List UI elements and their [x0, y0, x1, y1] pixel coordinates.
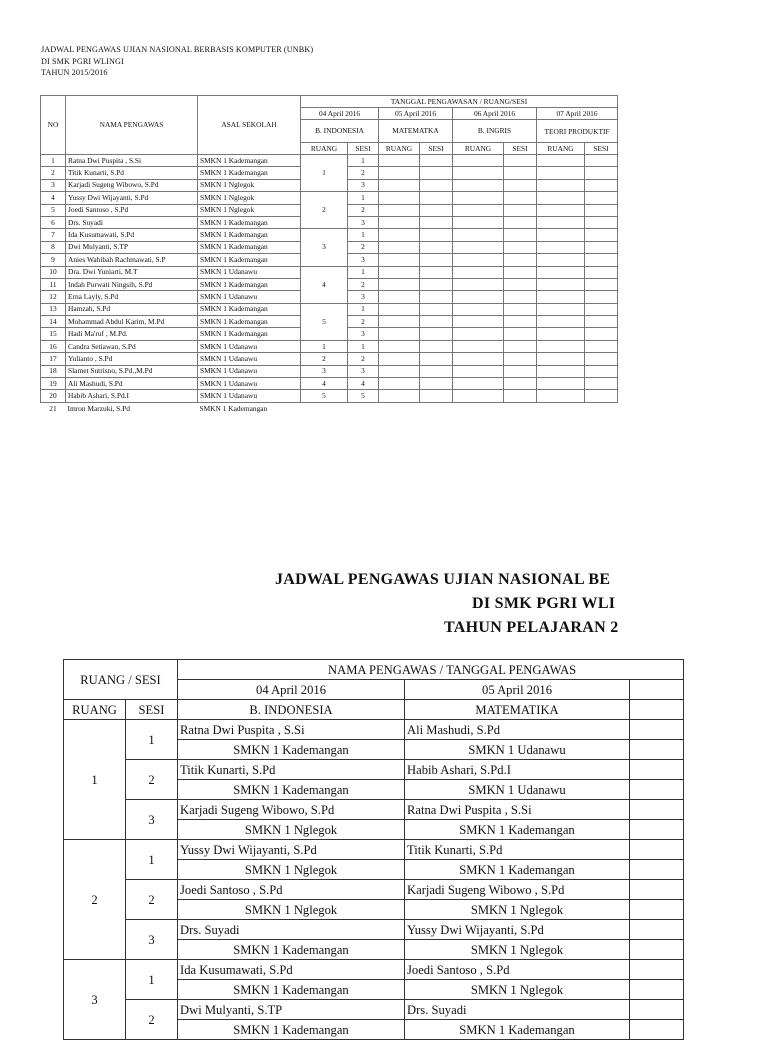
- row-name: Ratna Dwi Puspita , S.Si: [66, 155, 198, 167]
- supervisor-school: SMKN 1 Kademangan: [405, 860, 630, 880]
- row-sesi: 2: [348, 353, 379, 365]
- row-name: Erna Layly, S.Pd: [66, 291, 198, 303]
- supervisor-school: SMKN 1 Nglegok: [405, 980, 630, 1000]
- supervisor-name: Dwi Mulyanti, S.TP: [178, 1000, 405, 1020]
- supervisor-school: SMKN 1 Kademangan: [178, 940, 405, 960]
- row-no: 17: [41, 353, 66, 365]
- supervisor-school: SMKN 1 Nglegok: [178, 900, 405, 920]
- row-no: 11: [41, 278, 66, 290]
- supervisor-name: Joedi Santoso , S.Pd: [405, 960, 630, 980]
- big-title-line1: JADWAL PENGAWAS UJIAN NASIONAL BE: [275, 571, 611, 588]
- date-header: 07 April 2016: [537, 108, 618, 120]
- supervisor-name: Drs. Suyadi: [178, 920, 405, 940]
- row-school: SMKN 1 Kademangan: [198, 216, 301, 228]
- cut-cell: [630, 940, 684, 960]
- subject-header: B. INGRIS: [453, 120, 537, 143]
- row-sesi: 2: [348, 316, 379, 328]
- row-school: SMKN 1 Udanawu: [198, 266, 301, 278]
- slot-row: [64, 840, 684, 860]
- supervisor-name: Karjadi Sugeng Wibowo, S.Pd: [178, 800, 405, 820]
- cut-cell: [630, 900, 684, 920]
- sesi-header: SESI: [504, 143, 537, 155]
- supervisor-school: SMKN 1 Nglegok: [405, 940, 630, 960]
- cut-cell: [630, 860, 684, 880]
- row-name: Yulianto , S.Pd: [66, 353, 198, 365]
- row-sesi: 1: [348, 229, 379, 241]
- row-ruang: 2: [301, 353, 348, 365]
- supervisor-school: SMKN 1 Kademangan: [405, 1020, 630, 1040]
- row-sesi: 3: [348, 216, 379, 228]
- big-date-header: 04 April 2016: [178, 680, 405, 700]
- sesi-cell: 2: [126, 760, 178, 800]
- cut-cell: [630, 920, 684, 940]
- row-name: Titik Kunarti, S.Pd: [66, 167, 198, 179]
- sesi-cell: 1: [126, 720, 178, 760]
- row-no: 8: [41, 241, 66, 253]
- row-school: SMKN 1 Udanawu: [198, 291, 301, 303]
- big-date-header: 05 April 2016: [405, 680, 630, 700]
- sesi-cell: 3: [126, 920, 178, 960]
- row-school: SMKN 1 Kademangan: [198, 328, 301, 340]
- slot-row: [64, 920, 684, 940]
- row-no: 4: [41, 192, 66, 204]
- schedule-table-large-body: [64, 720, 684, 1040]
- sesi-cell: 2: [126, 880, 178, 920]
- col-no-header: NO: [41, 96, 66, 155]
- supervisor-school: SMKN 1 Udanawu: [405, 780, 630, 800]
- row-name: Ali Mashudi, S.Pd: [66, 378, 198, 390]
- row-school: SMKN 1 Udanawu: [198, 390, 301, 402]
- row-name: Imron Marzuki, S.Pd: [67, 403, 130, 413]
- big-date-header-cut: [630, 680, 684, 700]
- row-sesi: 3: [348, 179, 379, 191]
- row-ruang: 2: [301, 192, 348, 229]
- row-school: SMKN 1 Kademangan: [198, 155, 301, 167]
- header-title: JADWAL PENGAWAS UJIAN NASIONAL BERBASIS KOMPUTER (UNBK): [41, 45, 314, 54]
- supervisor-name: Karjadi Sugeng Wibowo , S.Pd: [405, 880, 630, 900]
- cut-cell: [630, 820, 684, 840]
- date-group-header: TANGGAL PENGAWASAN / RUANG/SESI: [301, 96, 618, 108]
- row-ruang: 4: [301, 266, 348, 303]
- big-subject-header-cut: [630, 700, 684, 720]
- row-no: 5: [41, 204, 66, 216]
- row-name: Dra. Dwi Yuniarti, M.T: [66, 266, 198, 278]
- cut-cell: [630, 1020, 684, 1040]
- supervisor-name: Ratna Dwi Puspita , S.Si: [178, 720, 405, 740]
- row-ruang: 5: [301, 303, 348, 340]
- supervisor-name: Habib Ashari, S.Pd.I: [405, 760, 630, 780]
- row-school: SMKN 1 Udanawu: [198, 365, 301, 377]
- row-no: 1: [41, 155, 66, 167]
- slot-row: [64, 880, 684, 900]
- header-school: DI SMK PGRI WLINGI: [41, 56, 124, 66]
- row-ruang: 3: [301, 229, 348, 266]
- cut-cell: [630, 720, 684, 740]
- schedule-table-large: [63, 659, 684, 1040]
- row-name: Candra Setiawan, S.Pd: [66, 340, 198, 352]
- row-no: 19: [41, 378, 66, 390]
- row-sesi: 5: [348, 390, 379, 402]
- row-no: 14: [41, 316, 66, 328]
- row-no: 18: [41, 365, 66, 377]
- row-name: Yussy Dwi Wijayanti, S.Pd: [66, 192, 198, 204]
- row-sesi: 1: [348, 340, 379, 352]
- cut-cell: [630, 780, 684, 800]
- big-sesi-header: SESI: [126, 700, 178, 720]
- row-no: 13: [41, 303, 66, 315]
- ruang-header: RUANG: [453, 143, 504, 155]
- row-no: 20: [41, 390, 66, 402]
- row-school: SMKN 1 Nglegok: [198, 192, 301, 204]
- row-school: SMKN 1 Kademangan: [198, 241, 301, 253]
- row-sesi: 2: [348, 278, 379, 290]
- supervisor-name: Joedi Santoso , S.Pd: [178, 880, 405, 900]
- supervisor-school: SMKN 1 Udanawu: [405, 740, 630, 760]
- supervisor-school: SMKN 1 Nglegok: [178, 820, 405, 840]
- sesi-cell: 1: [126, 960, 178, 1000]
- ruang-header: RUANG: [537, 143, 585, 155]
- row-school: SMKN 1 Kademangan: [198, 303, 301, 315]
- row-no: 9: [41, 254, 66, 266]
- date-header: 04 April 2016: [301, 108, 379, 120]
- supervisor-name: Yussy Dwi Wijayanti, S.Pd: [178, 840, 405, 860]
- subject-header: MATEMATKA: [379, 120, 453, 143]
- supervisor-name: Titik Kunarti, S.Pd: [178, 760, 405, 780]
- row-sesi: 2: [348, 167, 379, 179]
- row-no: 21: [49, 403, 57, 413]
- row-name: Indah Purwati Ningsih, S.Pd: [66, 278, 198, 290]
- row-name: Ida Kusumawati, S.Pd: [66, 229, 198, 241]
- cut-cell: [630, 960, 684, 980]
- row-sesi: 3: [348, 328, 379, 340]
- slot-row: [64, 1000, 684, 1020]
- header-year: TAHUN 2015/2016: [41, 68, 108, 77]
- ruang-cell: 1: [64, 720, 126, 840]
- slot-row: [64, 960, 684, 980]
- row-school: SMKN 1 Udanawu: [198, 378, 301, 390]
- sesi-cell: 1: [126, 840, 178, 880]
- cut-cell: [630, 980, 684, 1000]
- row-school: SMKN 1 Kademangan: [199, 403, 268, 413]
- sesi-header: SESI: [585, 143, 618, 155]
- ruang-cell: 2: [64, 840, 126, 960]
- row-name: Habib Ashari, S.Pd.I: [66, 390, 198, 402]
- supervisor-name: Ali Mashudi, S.Pd: [405, 720, 630, 740]
- row-sesi: 3: [348, 291, 379, 303]
- row-no: 6: [41, 216, 66, 228]
- cut-cell: [630, 1000, 684, 1020]
- supervisor-name: Ida Kusumawati, S.Pd: [178, 960, 405, 980]
- big-subject-header: MATEMATIKA: [405, 700, 630, 720]
- cut-cell: [630, 840, 684, 860]
- row-sesi: 1: [348, 155, 379, 167]
- col-name-header: NAMA PENGAWAS: [66, 96, 198, 155]
- supervisor-name: Yussy Dwi Wijayanti, S.Pd: [405, 920, 630, 940]
- sesi-cell: 3: [126, 800, 178, 840]
- row-school: SMKN 1 Kademangan: [198, 278, 301, 290]
- row-no: 16: [41, 340, 66, 352]
- big-subject-header: B. INDONESIA: [178, 700, 405, 720]
- supervisor-name: Drs. Suyadi: [405, 1000, 630, 1020]
- row-ruang: 5: [301, 390, 348, 402]
- subject-header: B. INDONESIA: [301, 120, 379, 143]
- col-school-header: ASAL SEKOLAH: [198, 96, 301, 155]
- ruang-header: RUANG: [379, 143, 420, 155]
- cut-cell: [630, 740, 684, 760]
- row-ruang: 1: [301, 340, 348, 352]
- row-sesi: 2: [348, 241, 379, 253]
- supervisor-school: SMKN 1 Kademangan: [178, 780, 405, 800]
- row-no: 15: [41, 328, 66, 340]
- supervisor-school: SMKN 1 Kademangan: [405, 820, 630, 840]
- row-name: Hadi Ma'ruf , M.Pd.: [66, 328, 198, 340]
- row-school: SMKN 1 Kademangan: [198, 254, 301, 266]
- row-school: SMKN 1 Udanawu: [198, 340, 301, 352]
- slot-row: [64, 720, 684, 740]
- ruang-header: RUANG: [301, 143, 348, 155]
- row-sesi: 1: [348, 303, 379, 315]
- supervisor-school: SMKN 1 Nglegok: [405, 900, 630, 920]
- row-ruang: 4: [301, 378, 348, 390]
- row-name: Slamet Sutrisno, S.Pd.,M.Pd: [66, 365, 198, 377]
- subject-header: TEORI PRODUKTIF: [537, 120, 618, 143]
- row-name: Karjadi Sugeng Wibowo, S.Pd: [66, 179, 198, 191]
- row-ruang: 1: [301, 155, 348, 192]
- supervisor-name: Titik Kunarti, S.Pd: [405, 840, 630, 860]
- row-sesi: 3: [348, 365, 379, 377]
- row-name: Hamzah, S.Pd: [66, 303, 198, 315]
- row-school: SMKN 1 Udanawu: [198, 353, 301, 365]
- row-sesi: 3: [348, 254, 379, 266]
- row-name: Joedi Santoso , S.Pd: [66, 204, 198, 216]
- ruang-sesi-header: RUANG / SESI: [64, 660, 178, 700]
- row-no: 10: [41, 266, 66, 278]
- big-ruang-header: RUANG: [64, 700, 126, 720]
- big-group-header: NAMA PENGAWAS / TANGGAL PENGAWAS: [178, 660, 684, 680]
- big-title-line2: DI SMK PGRI WLI: [472, 595, 616, 612]
- date-header: 06 April 2016: [453, 108, 537, 120]
- row-no: 2: [41, 167, 66, 179]
- row-name: Drs. Suyadi: [66, 216, 198, 228]
- row-name: Dwi Mulyanti, S.TP: [66, 241, 198, 253]
- row-sesi: 2: [348, 204, 379, 216]
- date-header: 05 April 2016: [379, 108, 453, 120]
- supervisor-name: Ratna Dwi Puspita , S.Si: [405, 800, 630, 820]
- ruang-cell: 3: [64, 960, 126, 1040]
- row-no: 3: [41, 179, 66, 191]
- row-school: SMKN 1 Nglegok: [198, 204, 301, 216]
- row-name: Anies Wahibah Rachmawati, S.P: [66, 254, 198, 266]
- row-school: SMKN 1 Kademangan: [198, 229, 301, 241]
- cut-cell: [630, 800, 684, 820]
- slot-row: [64, 800, 684, 820]
- row-no: 12: [41, 291, 66, 303]
- supervisor-school: SMKN 1 Kademangan: [178, 1020, 405, 1040]
- sesi-header: SESI: [420, 143, 453, 155]
- row-sesi: 4: [348, 378, 379, 390]
- row-name: Mohammad Abdul Karim, M.Pd: [66, 316, 198, 328]
- supervisor-school: SMKN 1 Kademangan: [178, 740, 405, 760]
- supervisor-school: SMKN 1 Nglegok: [178, 860, 405, 880]
- row-no: 7: [41, 229, 66, 241]
- row-school: SMKN 1 Kademangan: [198, 316, 301, 328]
- supervisor-school: SMKN 1 Kademangan: [178, 980, 405, 1000]
- row-school: SMKN 1 Kademangan: [198, 167, 301, 179]
- row-sesi: 1: [348, 266, 379, 278]
- cut-cell: [630, 880, 684, 900]
- big-title-line3: TAHUN PELAJARAN 2: [444, 619, 619, 636]
- sesi-header: SESI: [348, 143, 379, 155]
- row-school: SMKN 1 Nglegok: [198, 179, 301, 191]
- sesi-cell: 2: [126, 1000, 178, 1040]
- slot-row: [64, 760, 684, 780]
- cut-cell: [630, 760, 684, 780]
- row-ruang: 3: [301, 365, 348, 377]
- row-sesi: 1: [348, 192, 379, 204]
